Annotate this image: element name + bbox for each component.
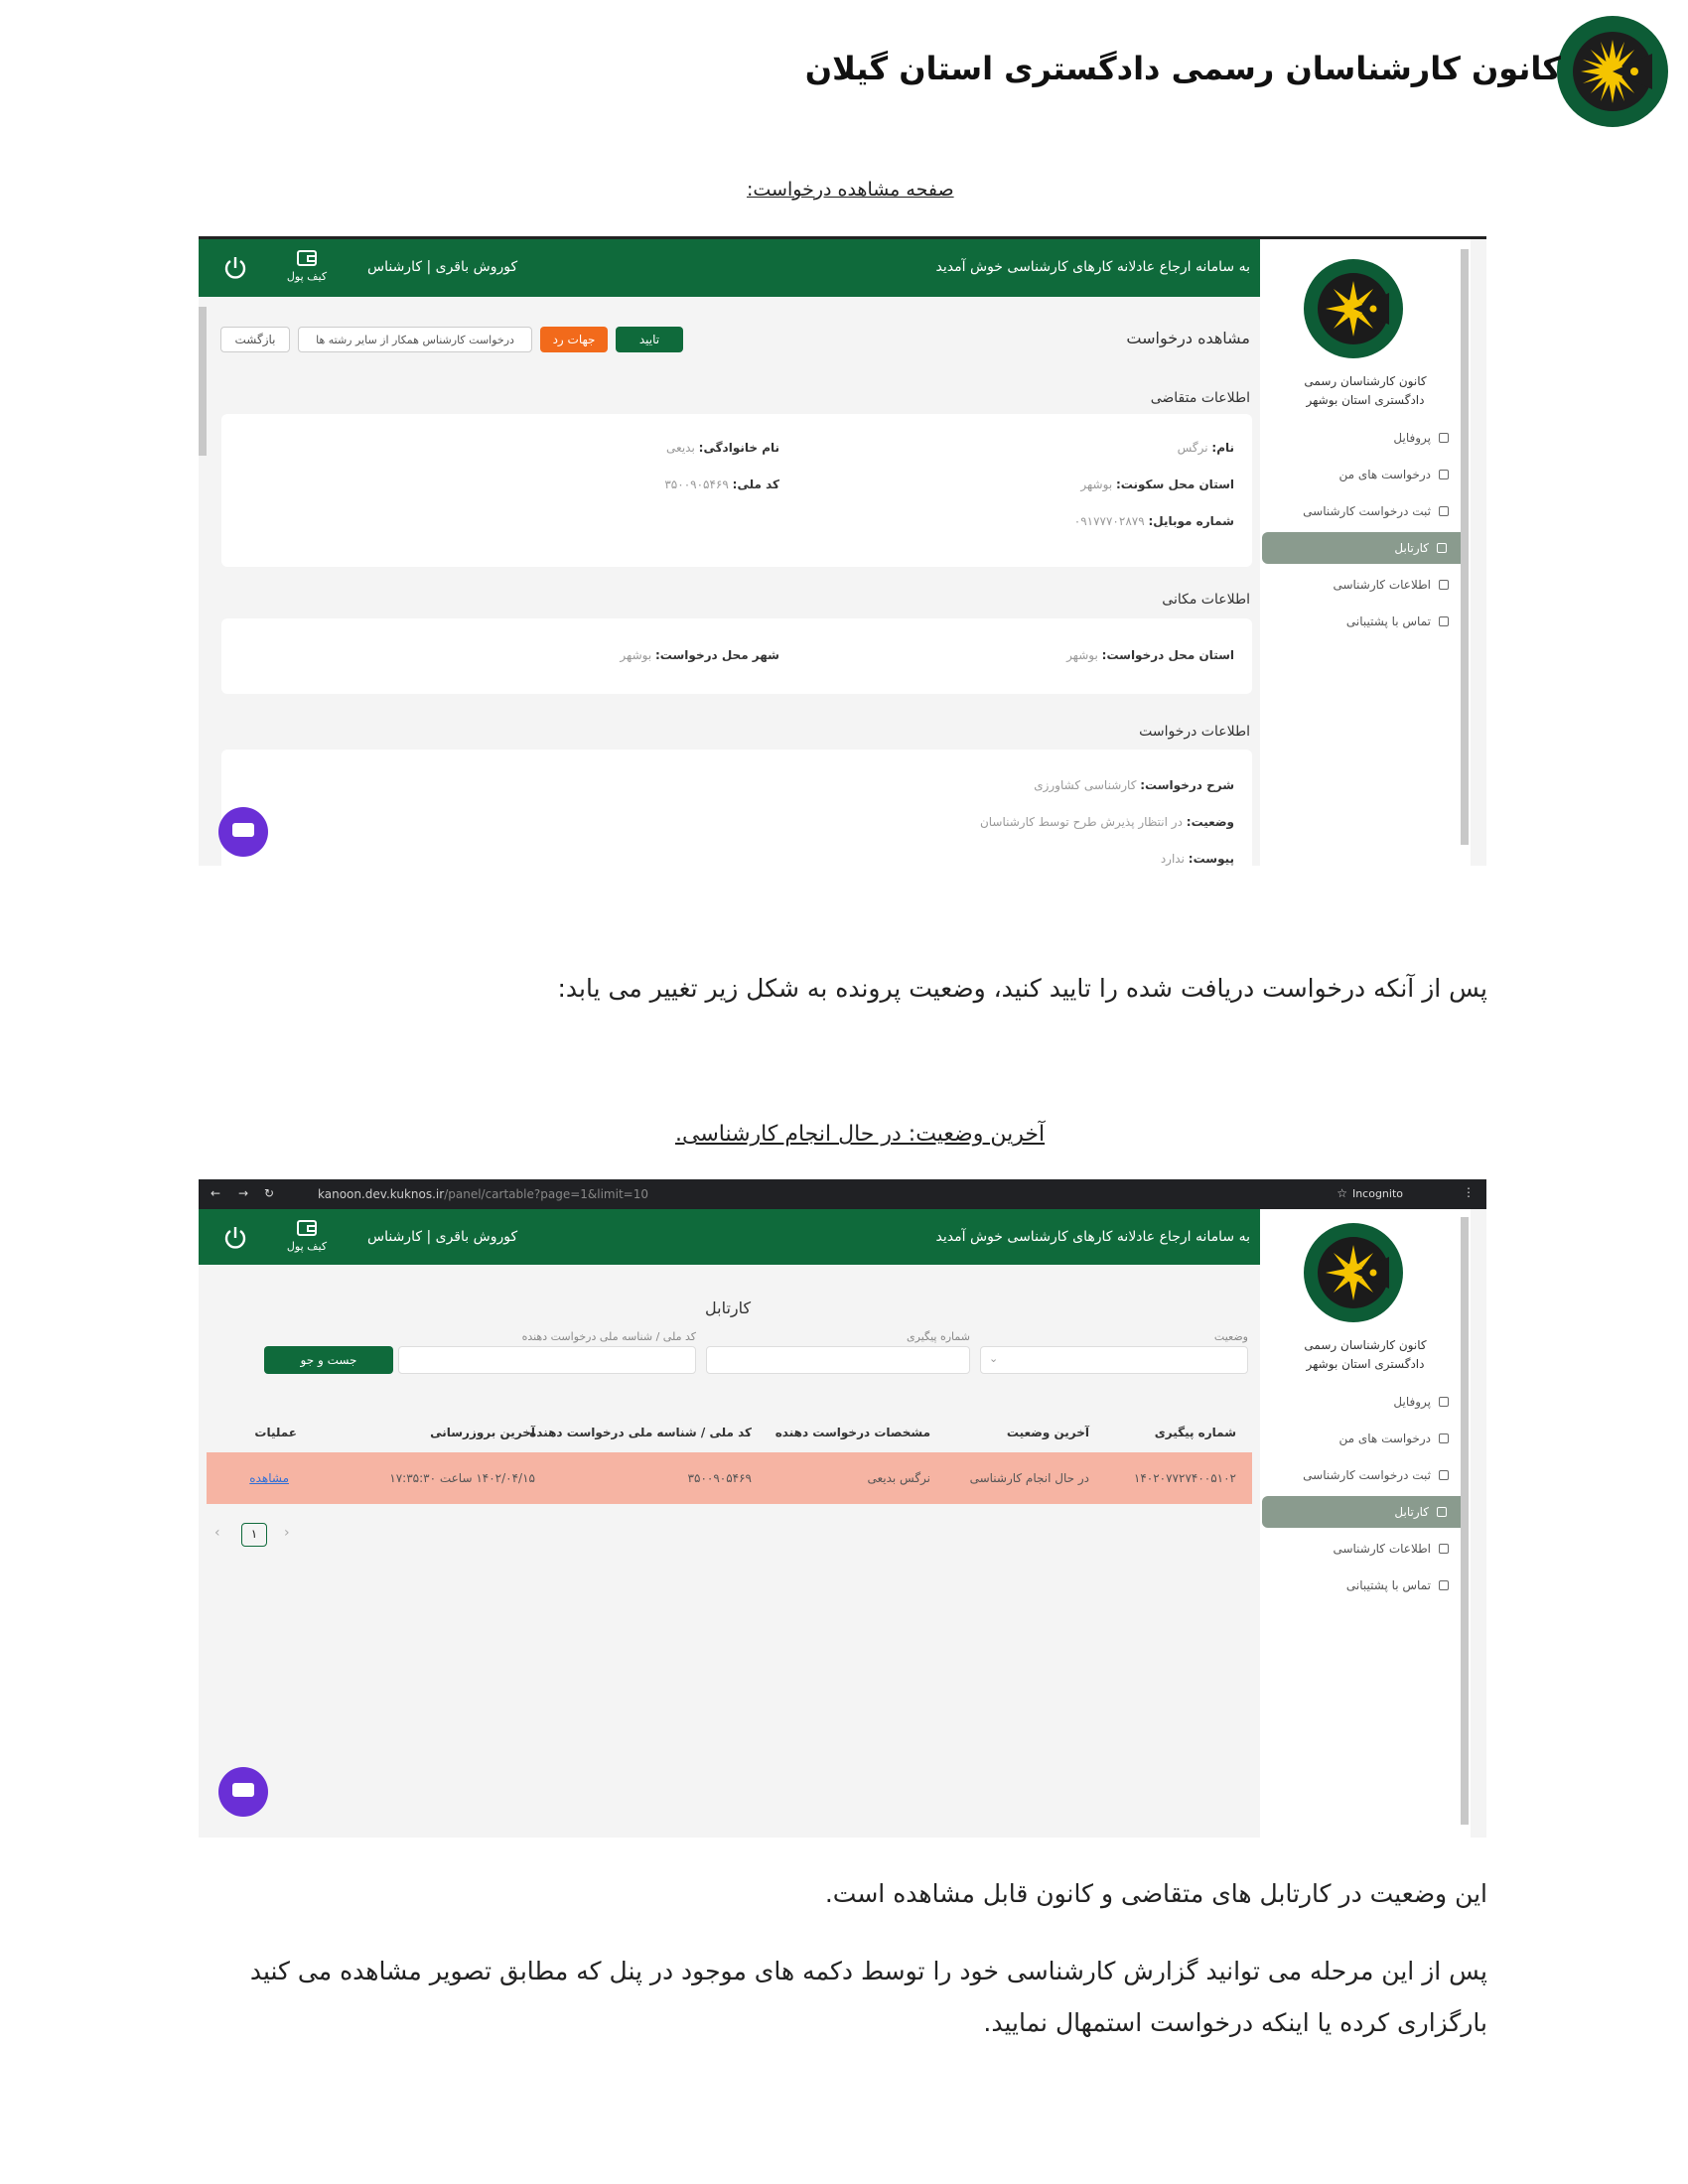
phone-icon: [1439, 1580, 1449, 1590]
sidebar-item-support[interactable]: [1260, 1570, 1471, 1601]
reject-reason-button[interactable]: جهات رد: [540, 327, 608, 352]
caption-last-status: آخرین وضعیت: در حال انجام کارشناسی.: [675, 1122, 1046, 1147]
view-link[interactable]: مشاهده: [249, 1471, 289, 1485]
status-filter-select[interactable]: [980, 1346, 1248, 1374]
list-icon: [1439, 580, 1449, 590]
document-title: کانون کارشناسان رسمی دادگستری استان گیلان: [804, 50, 1561, 87]
request-card: [221, 750, 1252, 866]
chevron-down-icon: ⌄: [989, 1352, 999, 1365]
cell-applicant: نرگس بدیعی: [867, 1471, 930, 1485]
cell-status: در حال انجام کارشناسی: [969, 1471, 1089, 1485]
col-applicant: مشخصات درخواست دهنده: [774, 1426, 930, 1439]
welcome-text: به سامانه ارجاع عادلانه کارهای کارشناسی خوش آمدید: [935, 1229, 1250, 1245]
sidebar-org-line1: کانون کارشناسان رسمی: [1304, 1338, 1427, 1352]
sidebar-item-label: کارتابل: [1394, 541, 1429, 555]
app-topbar: [199, 1209, 1260, 1265]
page-title: مشاهده درخواست: [1126, 329, 1250, 347]
sidebar: [1260, 1209, 1471, 1838]
sidebar: [1260, 239, 1471, 866]
sidebar-item-support[interactable]: [1260, 606, 1471, 637]
sidebar-item-label: ثبت درخواست کارشناسی: [1303, 1468, 1431, 1482]
screenshot-request-view: [199, 236, 1486, 866]
tracking-number-input[interactable]: [706, 1346, 970, 1374]
location-city: شهر محل درخواست: بوشهر: [620, 648, 779, 662]
col-national-id: کد ملی / شناسه ملی درخواست دهنده: [529, 1426, 752, 1439]
chat-button[interactable]: [218, 1767, 268, 1817]
sidebar-org-line1: کانون کارشناسان رسمی: [1304, 374, 1427, 388]
cell-tracking: ۱۴۰۲۰۷۷۲۷۴۰۰۵۱۰۲: [1133, 1471, 1236, 1485]
paragraph-next-step-line1: پس از این مرحله می توانید گزارش کارشناسی خود را توسط دکمه های موجود در پنل که مطابق تصویر مشاهده می کنید: [249, 1957, 1487, 1985]
folder-icon: [1437, 1507, 1447, 1517]
sidebar-item-my-requests[interactable]: [1260, 459, 1471, 490]
power-icon[interactable]: [222, 1225, 248, 1251]
bookmark-star-icon[interactable]: ☆: [1336, 1186, 1347, 1200]
nid-filter-label: کد ملی / شناسه ملی درخواست دهنده: [521, 1330, 696, 1343]
national-id-input[interactable]: [398, 1346, 696, 1374]
sidebar-item-my-requests[interactable]: [1260, 1423, 1471, 1454]
col-last-status: آخرین وضعیت: [1006, 1426, 1089, 1439]
incognito-label: Incognito: [1351, 1187, 1403, 1200]
sidebar-item-new-request[interactable]: [1260, 1459, 1471, 1491]
pagination-next[interactable]: ›: [284, 1525, 290, 1541]
url-path: /panel/cartable?page=1&limit=10: [444, 1187, 648, 1201]
sidebar-item-label: پروفایل: [1393, 1395, 1431, 1409]
sidebar-logo: [1304, 1223, 1403, 1322]
caption-request-view: صفحه مشاهده درخواست:: [747, 179, 954, 201]
back-button[interactable]: بازگشت: [220, 327, 290, 352]
user-icon: [1439, 1397, 1449, 1407]
folder-icon: [1439, 1470, 1449, 1480]
chat-button[interactable]: [218, 807, 268, 857]
wallet-label: کیف پول: [286, 1240, 328, 1253]
request-attachment: پیوست: ندارد: [1160, 852, 1234, 866]
address-bar[interactable]: [318, 1187, 648, 1201]
cell-national-id: ۳۵۰۰۹۰۵۴۶۹: [687, 1471, 752, 1485]
sidebar-item-label: کارتابل: [1394, 1505, 1429, 1519]
header-logo: [1557, 16, 1668, 127]
sidebar-item-expert-info[interactable]: [1260, 569, 1471, 601]
page-title: کارتابل: [705, 1298, 752, 1317]
reload-icon[interactable]: ↻: [264, 1186, 275, 1200]
location-province: استان محل درخواست: بوشهر: [1066, 648, 1234, 662]
colleague-request-button[interactable]: درخواست کارشناس همکار از سایر رشته ها: [298, 327, 532, 352]
sidebar-item-label: اطلاعات کارشناسی: [1333, 1542, 1431, 1556]
applicant-province: استان محل سکونت: بوشهر: [1080, 478, 1234, 491]
content-scrollbar[interactable]: [199, 307, 207, 456]
applicant-national-id: کد ملی: ۳۵۰۰۹۰۵۴۶۹: [664, 478, 779, 491]
forward-icon[interactable]: →: [238, 1186, 249, 1200]
approve-button[interactable]: تایید: [616, 327, 683, 352]
paragraph-status-change: پس از آنکه درخواست دریافت شده را تایید کنید، وضعیت پرونده به شکل زیر تغییر می یابد:: [557, 974, 1487, 1003]
sidebar-item-label: ثبت درخواست کارشناسی: [1303, 504, 1431, 518]
chat-icon: [232, 823, 254, 837]
wallet-icon: [296, 1219, 318, 1237]
app-topbar: [199, 239, 1260, 297]
folder-icon: [1439, 470, 1449, 479]
wallet-icon: [296, 249, 318, 267]
menu-icon[interactable]: ⋮: [1463, 1185, 1475, 1199]
sidebar-item-cartable[interactable]: [1262, 532, 1469, 564]
request-section-title: اطلاعات درخواست: [1139, 724, 1250, 740]
phone-icon: [1439, 616, 1449, 626]
chat-icon: [232, 1783, 254, 1797]
wallet-label: کیف پول: [286, 270, 328, 283]
url-host: kanoon.dev.kuknos.ir: [318, 1187, 445, 1201]
applicant-name: نام: نرگس: [1177, 441, 1234, 455]
sidebar-logo: [1304, 259, 1403, 358]
request-description: شرح درخواست: کارشناسی کشاورزی: [1034, 778, 1234, 792]
sidebar-item-label: تماس با پشتیبانی: [1345, 1578, 1431, 1592]
pagination-prev[interactable]: ‹: [214, 1525, 220, 1541]
sidebar-scrollbar[interactable]: [1461, 1217, 1469, 1825]
power-icon[interactable]: [222, 255, 248, 281]
sidebar-item-cartable[interactable]: [1262, 1496, 1469, 1528]
sidebar-item-expert-info[interactable]: [1260, 1533, 1471, 1565]
applicant-section-title: اطلاعات متقاضی: [1150, 390, 1250, 406]
sidebar-item-new-request[interactable]: [1260, 495, 1471, 527]
folder-icon: [1437, 543, 1447, 553]
sidebar-item-label: درخواست های من: [1338, 468, 1431, 481]
search-button[interactable]: جست و جو: [264, 1346, 393, 1374]
cell-last-update: ۱۴۰۲/۰۴/۱۵ ساعت ۱۷:۳۵:۳۰: [389, 1471, 535, 1485]
user-name: کوروش باقری | کارشناس: [367, 259, 518, 275]
sidebar-item-label: تماس با پشتیبانی: [1345, 614, 1431, 628]
location-section-title: اطلاعات مکانی: [1162, 592, 1250, 608]
pagination-current-page[interactable]: ۱: [241, 1523, 267, 1547]
wallet-button[interactable]: [284, 1219, 330, 1253]
welcome-text: به سامانه ارجاع عادلانه کارهای کارشناسی خوش آمدید: [935, 259, 1250, 275]
request-status: وضعیت: در انتظار پذیرش طرح توسط کارشناسان: [979, 815, 1234, 829]
applicant-mobile: شماره موبایل: ۰۹۱۷۷۷۰۲۸۷۹: [1073, 514, 1234, 528]
back-icon[interactable]: ←: [211, 1186, 221, 1200]
wallet-button[interactable]: [284, 249, 330, 283]
user-icon: [1439, 433, 1449, 443]
folder-icon: [1439, 1433, 1449, 1443]
tracking-filter-label: شماره پیگیری: [907, 1330, 970, 1343]
status-filter-label: وضعیت: [1213, 1330, 1248, 1343]
sidebar-item-profile[interactable]: [1260, 422, 1471, 454]
folder-icon: [1439, 506, 1449, 516]
browser-toolbar: [199, 1179, 1486, 1209]
sidebar-item-profile[interactable]: [1260, 1386, 1471, 1418]
sidebar-org-line2: دادگستری استان بوشهر: [1306, 1357, 1425, 1371]
paragraph-visibility: این وضعیت در کارتابل های متقاضی و کانون قابل مشاهده است.: [824, 1879, 1487, 1908]
list-icon: [1439, 1544, 1449, 1554]
col-last-update: آخرین بروزرسانی: [430, 1426, 535, 1439]
sidebar-item-label: پروفایل: [1393, 431, 1431, 445]
user-name: کوروش باقری | کارشناس: [367, 1229, 518, 1245]
col-tracking: شماره پیگیری: [1154, 1426, 1236, 1439]
sidebar-org-line2: دادگستری استان بوشهر: [1306, 393, 1425, 407]
applicant-family: نام خانوادگی: بدیعی: [666, 441, 779, 455]
col-actions: عملیات: [254, 1426, 297, 1439]
sidebar-scrollbar[interactable]: [1461, 249, 1469, 845]
paragraph-next-step-line2: بارگزاری کرده یا اینکه درخواست استمهال نمایید.: [983, 2008, 1487, 2037]
sidebar-item-label: اطلاعات کارشناسی: [1333, 578, 1431, 592]
screenshot-cartable: [199, 1179, 1486, 1838]
sidebar-item-label: درخواست های من: [1338, 1432, 1431, 1445]
